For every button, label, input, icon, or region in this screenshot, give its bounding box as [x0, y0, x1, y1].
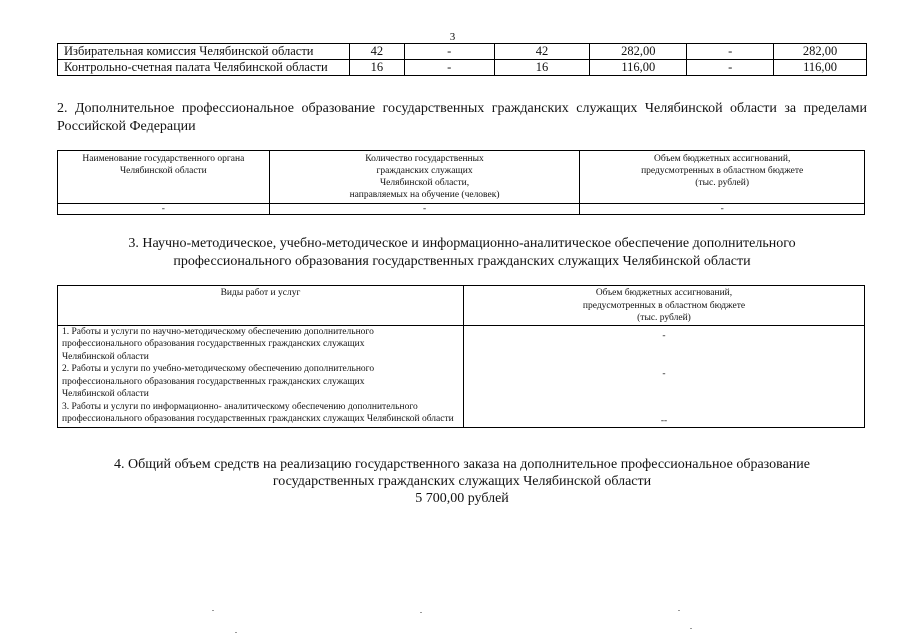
table-header-row	[58, 151, 865, 204]
work-items-cell	[58, 325, 464, 428]
header-work-types: Виды работ и услуг	[58, 286, 464, 326]
header-budget	[580, 151, 865, 204]
header-line: направляемых на обучение (человек)	[349, 190, 500, 200]
cell-value: -	[58, 204, 270, 215]
header-line: Наименование государственного органа	[82, 154, 245, 164]
work-item: 1. Работы и услуги по научно-методическому обеспечению дополнительного профессионального образования государственных гражданских служащих Челябинской области	[62, 326, 374, 362]
header-line: Челябинской области,	[379, 178, 470, 188]
methodological-support-table	[57, 285, 865, 428]
header-line: гражданских служащих	[376, 166, 473, 176]
header-line: Объем бюджетных ассигнований,	[595, 288, 733, 298]
header-line: Количество государственных	[365, 154, 484, 164]
cell-value: -	[662, 330, 666, 341]
values-cell	[463, 325, 864, 428]
cell-value: -	[662, 369, 666, 379]
header-line: (тыс. рублей)	[637, 313, 691, 323]
cell-value: -	[269, 204, 580, 215]
scan-speck	[678, 610, 680, 611]
heading-line: 3. Научно-методическое, учебно-методическое и информационно-аналитическое обеспечение дополнительного	[128, 236, 796, 251]
cell-value: 282,00	[590, 44, 687, 60]
cell-value: 16	[349, 60, 404, 76]
cell-value: -	[404, 44, 494, 60]
section-2-heading: 2. Дополнительное профессиональное образование государственных гражданских служащих Челябинской области за пределами Российской Федерации	[57, 101, 867, 134]
scan-speck	[235, 632, 237, 633]
summary-line: государственных гражданских служащих Челябинской области	[272, 474, 652, 489]
org-name: Избирательная комиссия Челябинской области	[58, 44, 350, 60]
table-row	[58, 325, 865, 428]
page-number: 3	[449, 31, 456, 43]
section-4-summary	[57, 456, 867, 507]
cell-value: --	[660, 415, 668, 426]
cell-value: 42	[494, 44, 590, 60]
cell-value: 42	[349, 44, 404, 60]
cell-value: 116,00	[774, 60, 867, 76]
section-3-heading	[57, 235, 867, 271]
cell-value: -	[580, 204, 865, 215]
header-org	[58, 151, 270, 204]
cell-value: -	[404, 60, 494, 76]
scan-speck	[212, 610, 214, 611]
header-line: Челябинской области	[119, 166, 207, 176]
scan-speck	[420, 612, 422, 613]
header-line: предусмотренных в областном бюджете	[641, 166, 804, 176]
cell-value: -	[687, 60, 774, 76]
foreign-training-table	[57, 150, 865, 215]
cell-value: 116,00	[590, 60, 687, 76]
cell-value: -	[687, 44, 774, 60]
org-name: Контрольно-счетная палата Челябинской области	[58, 60, 350, 76]
heading-line: профессионального образования государственных гражданских служащих Челябинской области	[173, 254, 751, 269]
work-item: 3. Работы и услуги по информационно- аналитическому обеспечению дополнительного профессионального образования государственных гражданских служащих Челябинской области	[62, 401, 454, 424]
table-row	[58, 204, 865, 215]
work-item: 2. Работы и услуги по учебно-методическому обеспечению дополнительного профессионального образования государственных гражданских служащих Челябинской области	[62, 364, 375, 399]
header-line: предусмотренных в областном бюджете	[582, 300, 746, 311]
cell-value: 282,00	[774, 44, 867, 60]
header-line: (тыс. рублей)	[695, 178, 750, 188]
header-line: Объем бюджетных ассигнований,	[654, 154, 791, 164]
table-row	[58, 60, 867, 76]
total-amount: 5 700,00 рублей	[415, 491, 509, 506]
cell-value: 16	[494, 60, 590, 76]
header-budget	[463, 286, 864, 326]
table-header-row	[58, 286, 865, 326]
budget-table-continued	[57, 43, 867, 76]
summary-line: 4. Общий объем средств на реализацию государственного заказа на дополнительное профессиональное образование	[114, 457, 810, 472]
table-row	[58, 44, 867, 60]
scan-speck	[690, 628, 692, 629]
header-count	[269, 151, 580, 204]
